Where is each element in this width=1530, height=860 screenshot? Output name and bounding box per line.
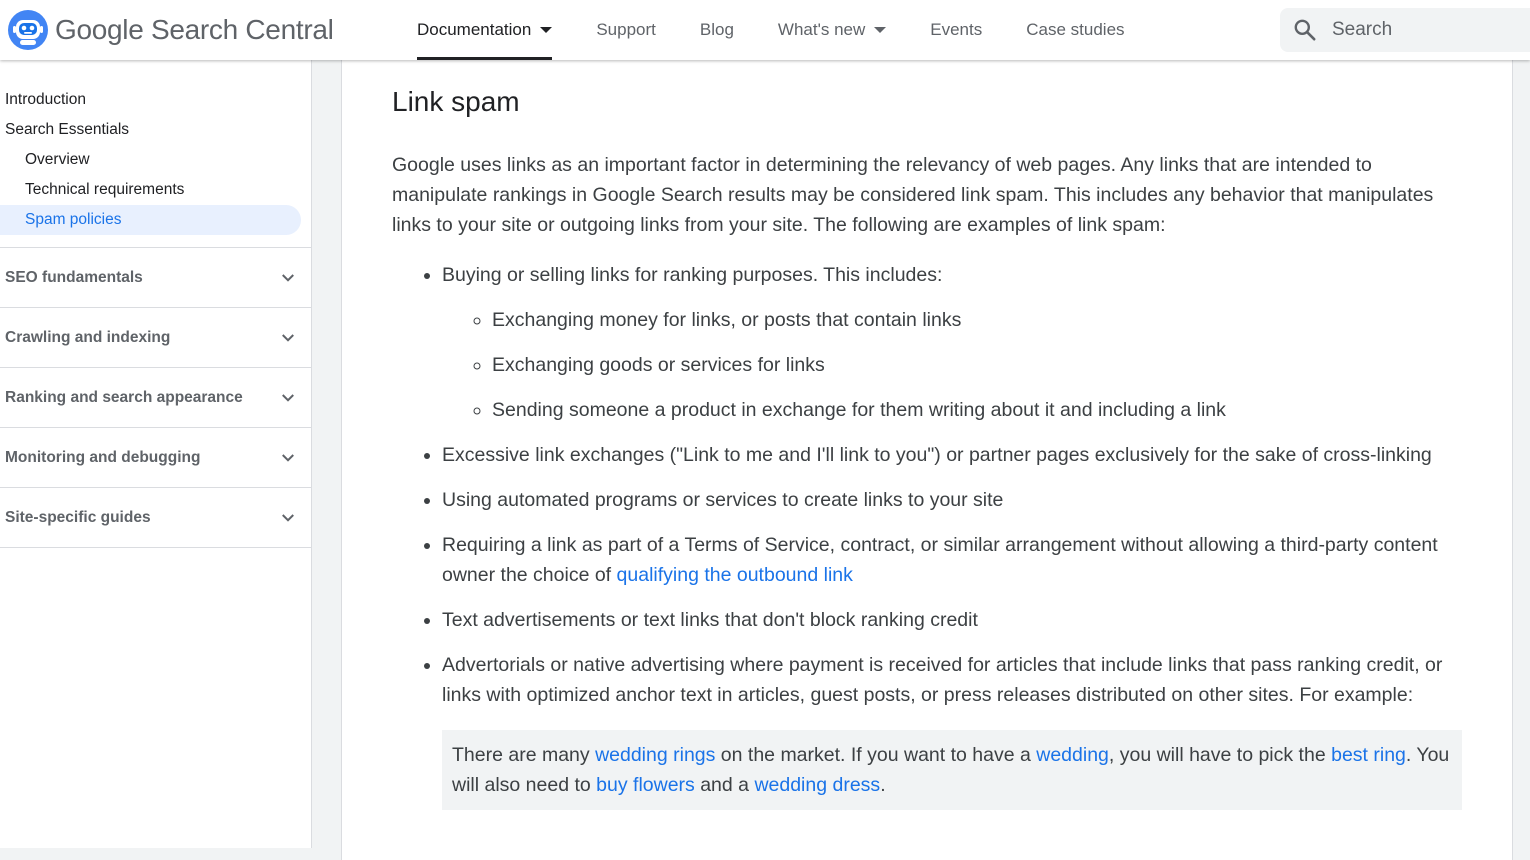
chevron-down-icon — [279, 449, 297, 467]
nav-events[interactable]: Events — [930, 20, 983, 39]
sidebar-item-introduction[interactable]: Introduction — [5, 91, 86, 108]
left-sidebar — [0, 60, 312, 848]
example-link-best-ring[interactable]: best ring — [1331, 744, 1406, 766]
sub-list — [442, 305, 1472, 425]
search-box[interactable] — [1280, 8, 1530, 52]
list-item: ◦ Sending someone a product in exchange for them writing about it and including a link — [492, 395, 1472, 425]
section-heading: Link spam — [392, 86, 520, 117]
example-link-wedding[interactable]: wedding — [1036, 744, 1109, 766]
sidebar-group-seo-fundamentals[interactable] — [0, 247, 311, 307]
link-spam-list — [392, 260, 1472, 810]
list-item: • Buying or selling links for ranking purposes. This includes: ◦ Exchanging money for links, or posts that contain links ◦ Exchanging goods or services for links ◦ Sending someone a product in exchange for them writing about it and including a link — [442, 260, 1472, 425]
sidebar-group-label: Ranking and search appearance — [5, 388, 243, 406]
sidebar-item-spam-policies[interactable]: Spam policies — [0, 205, 301, 235]
chevron-down-icon — [279, 389, 297, 407]
article-card — [341, 60, 1513, 860]
sidebar-group-label: Site-specific guides — [5, 508, 151, 526]
search-icon — [1292, 17, 1318, 43]
list-item: ◦ Exchanging money for links, or posts that contain links — [492, 305, 1472, 335]
list-item: ◦ Exchanging goods or services for links — [492, 350, 1472, 380]
qualifying-outbound-link[interactable]: qualifying the outbound link — [616, 564, 853, 586]
sidebar-item-overview[interactable]: Overview — [25, 151, 90, 168]
brand-name: Google Search Central — [55, 14, 334, 45]
chevron-down-icon — [279, 509, 297, 527]
site-logo[interactable] — [7, 10, 334, 50]
list-item: • Excessive link exchanges ("Link to me and I'll link to you") or partner pages exclusively for the sake of cross-linking — [442, 440, 1472, 470]
chevron-down-icon — [279, 329, 297, 347]
sidebar-group-label: Crawling and indexing — [5, 328, 171, 346]
dropdown-arrow-icon — [874, 27, 886, 33]
list-item: • Advertorials or native advertising where payment is received for articles that include links that pass ranking credit, or links with optimized anchor text in articles, guest posts, or press releases distributed on other sites. For example: There are many wedding rings on the market. If you want to have a wedding, you will have to pick the best ring. You will also need to buy flowers and a wedding dress. — [442, 650, 1472, 810]
example-link-wedding-rings[interactable]: wedding rings — [595, 744, 716, 766]
list-item: • Requiring a link as part of a Terms of Service, contract, or similar arrangement without allowing a third-party content owner the choice of qualifying the outbound link — [442, 530, 1472, 590]
intro-paragraph: Google uses links as an important factor in determining the relevancy of web pages. Any links that are intended to manipulate rankings in Google Search results may be considered link spam. This includes any behavior that manipulates links to your site or outgoing links from your site. The following are examples of link spam: — [392, 154, 1434, 236]
sidebar-group-crawling-indexing[interactable] — [0, 307, 311, 367]
nav-documentation[interactable]: Documentation — [395, 0, 574, 60]
sidebar-links — [0, 60, 311, 247]
sidebar-item-technical-requirements[interactable]: Technical requirements — [25, 181, 185, 198]
nav-whats-new[interactable]: What's new — [756, 0, 908, 60]
sidebar-item-search-essentials[interactable]: Search Essentials — [5, 121, 130, 138]
example-link-wedding-dress[interactable]: wedding dress — [754, 774, 881, 796]
top-header — [0, 0, 1530, 60]
example-block: There are many wedding rings on the market. If you want to have a wedding, you will have to pick the best ring. You will also need to buy flowers and a wedding dress. — [442, 730, 1462, 810]
list-item: • Text advertisements or text links that don't block ranking credit — [442, 605, 1472, 635]
nav-case-studies[interactable]: Case studies — [1026, 20, 1125, 39]
example-link-buy-flowers[interactable]: buy flowers — [596, 774, 695, 796]
sidebar-group-monitoring-debugging[interactable] — [0, 427, 311, 487]
article-body — [392, 82, 1472, 825]
sidebar-group-label: SEO fundamentals — [5, 268, 143, 286]
nav-blog[interactable]: Blog — [699, 20, 734, 39]
search-central-robot-icon — [7, 9, 49, 51]
nav-support[interactable]: Support — [596, 20, 656, 39]
chevron-down-icon — [279, 269, 297, 287]
sidebar-group-ranking-appearance[interactable] — [0, 367, 311, 427]
top-nav — [395, 0, 1147, 60]
sidebar-group-label: Monitoring and debugging — [5, 448, 201, 466]
list-item: • Using automated programs or services to create links to your site — [442, 485, 1472, 515]
dropdown-arrow-icon — [540, 27, 552, 33]
sidebar-group-site-specific-guides[interactable] — [0, 487, 311, 548]
search-input[interactable] — [1330, 18, 1514, 42]
sidebar-groups — [0, 247, 311, 548]
